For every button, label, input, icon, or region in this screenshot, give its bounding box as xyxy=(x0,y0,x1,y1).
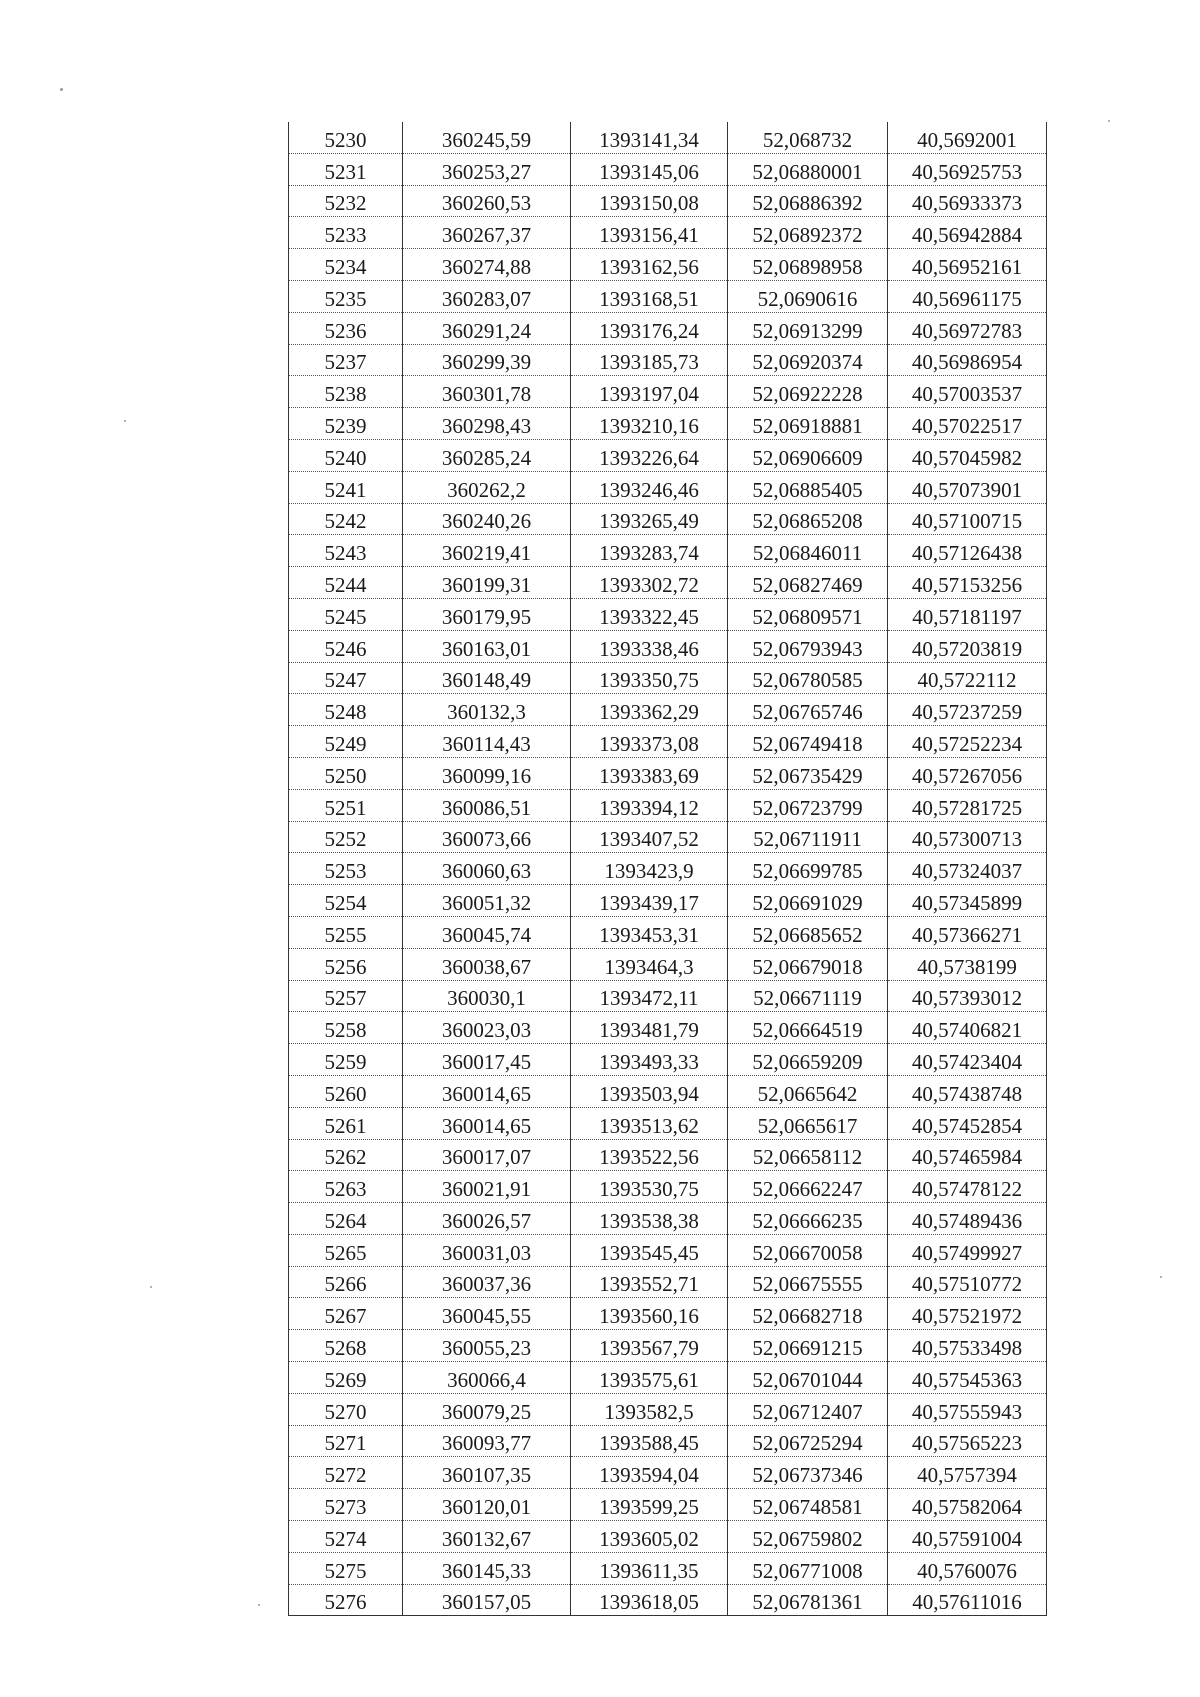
scan-speck xyxy=(124,420,126,422)
longitude-cell: 40,57545363 xyxy=(888,1362,1047,1394)
y-coordinate-cell: 1393605,02 xyxy=(571,1521,728,1553)
x-coordinate-cell: 360017,07 xyxy=(403,1139,571,1171)
y-coordinate-cell: 1393283,74 xyxy=(571,535,728,567)
longitude-cell: 40,5738199 xyxy=(888,948,1047,980)
point-number-cell: 5231 xyxy=(289,153,403,185)
longitude-cell: 40,57591004 xyxy=(888,1521,1047,1553)
longitude-cell: 40,57203819 xyxy=(888,630,1047,662)
longitude-cell: 40,57281725 xyxy=(888,789,1047,821)
latitude-cell: 52,06691029 xyxy=(728,885,888,917)
longitude-cell: 40,57582064 xyxy=(888,1489,1047,1521)
table-row xyxy=(289,853,1047,885)
x-coordinate-cell: 360114,43 xyxy=(403,726,571,758)
latitude-cell: 52,06898958 xyxy=(728,249,888,281)
y-coordinate-cell: 1393552,71 xyxy=(571,1266,728,1298)
table-row xyxy=(289,694,1047,726)
point-number-cell: 5261 xyxy=(289,1107,403,1139)
scan-speck xyxy=(1160,1276,1162,1278)
y-coordinate-cell: 1393383,69 xyxy=(571,757,728,789)
table-row xyxy=(289,980,1047,1012)
latitude-cell: 52,06685652 xyxy=(728,916,888,948)
x-coordinate-cell: 360086,51 xyxy=(403,789,571,821)
latitude-cell: 52,06675555 xyxy=(728,1266,888,1298)
longitude-cell: 40,57100715 xyxy=(888,503,1047,535)
longitude-cell: 40,57237259 xyxy=(888,694,1047,726)
table-row xyxy=(289,217,1047,249)
x-coordinate-cell: 360037,36 xyxy=(403,1266,571,1298)
latitude-cell: 52,06711911 xyxy=(728,821,888,853)
point-number-cell: 5247 xyxy=(289,662,403,694)
longitude-cell: 40,57465984 xyxy=(888,1139,1047,1171)
table-row xyxy=(289,312,1047,344)
x-coordinate-cell: 360260,53 xyxy=(403,185,571,217)
table-row xyxy=(289,1393,1047,1425)
table-row xyxy=(289,630,1047,662)
point-number-cell: 5266 xyxy=(289,1266,403,1298)
scan-speck xyxy=(60,88,63,91)
latitude-cell: 52,06723799 xyxy=(728,789,888,821)
latitude-cell: 52,0665617 xyxy=(728,1107,888,1139)
latitude-cell: 52,06659209 xyxy=(728,1044,888,1076)
longitude-cell: 40,57252234 xyxy=(888,726,1047,758)
table-row xyxy=(289,598,1047,630)
x-coordinate-cell: 360073,66 xyxy=(403,821,571,853)
y-coordinate-cell: 1393594,04 xyxy=(571,1457,728,1489)
y-coordinate-cell: 1393503,94 xyxy=(571,1075,728,1107)
longitude-cell: 40,57126438 xyxy=(888,535,1047,567)
latitude-cell: 52,06780585 xyxy=(728,662,888,694)
y-coordinate-cell: 1393560,16 xyxy=(571,1298,728,1330)
latitude-cell: 52,06759802 xyxy=(728,1521,888,1553)
x-coordinate-cell: 360014,65 xyxy=(403,1107,571,1139)
longitude-cell: 40,57406821 xyxy=(888,1012,1047,1044)
x-coordinate-cell: 360283,07 xyxy=(403,280,571,312)
x-coordinate-cell: 360017,45 xyxy=(403,1044,571,1076)
y-coordinate-cell: 1393246,46 xyxy=(571,471,728,503)
x-coordinate-cell: 360023,03 xyxy=(403,1012,571,1044)
latitude-cell: 52,06749418 xyxy=(728,726,888,758)
table-row xyxy=(289,376,1047,408)
longitude-cell: 40,57022517 xyxy=(888,408,1047,440)
y-coordinate-cell: 1393168,51 xyxy=(571,280,728,312)
longitude-cell: 40,57533498 xyxy=(888,1330,1047,1362)
latitude-cell: 52,06664519 xyxy=(728,1012,888,1044)
longitude-cell: 40,57438748 xyxy=(888,1075,1047,1107)
y-coordinate-cell: 1393302,72 xyxy=(571,567,728,599)
x-coordinate-cell: 360093,77 xyxy=(403,1425,571,1457)
latitude-cell: 52,06670058 xyxy=(728,1234,888,1266)
x-coordinate-cell: 360045,74 xyxy=(403,916,571,948)
table-row xyxy=(289,122,1047,153)
point-number-cell: 5233 xyxy=(289,217,403,249)
table-row xyxy=(289,249,1047,281)
table-row xyxy=(289,1234,1047,1266)
y-coordinate-cell: 1393373,08 xyxy=(571,726,728,758)
latitude-cell: 52,06886392 xyxy=(728,185,888,217)
point-number-cell: 5238 xyxy=(289,376,403,408)
point-number-cell: 5272 xyxy=(289,1457,403,1489)
y-coordinate-cell: 1393567,79 xyxy=(571,1330,728,1362)
y-coordinate-cell: 1393407,52 xyxy=(571,821,728,853)
longitude-cell: 40,57510772 xyxy=(888,1266,1047,1298)
table-row xyxy=(289,726,1047,758)
y-coordinate-cell: 1393522,56 xyxy=(571,1139,728,1171)
longitude-cell: 40,57267056 xyxy=(888,757,1047,789)
point-number-cell: 5273 xyxy=(289,1489,403,1521)
x-coordinate-cell: 360274,88 xyxy=(403,249,571,281)
table-row xyxy=(289,1552,1047,1584)
x-coordinate-cell: 360157,05 xyxy=(403,1584,571,1616)
latitude-cell: 52,06865208 xyxy=(728,503,888,535)
point-number-cell: 5237 xyxy=(289,344,403,376)
point-number-cell: 5236 xyxy=(289,312,403,344)
longitude-cell: 40,57521972 xyxy=(888,1298,1047,1330)
y-coordinate-cell: 1393162,56 xyxy=(571,249,728,281)
y-coordinate-cell: 1393582,5 xyxy=(571,1393,728,1425)
x-coordinate-cell: 360253,27 xyxy=(403,153,571,185)
y-coordinate-cell: 1393611,35 xyxy=(571,1552,728,1584)
longitude-cell: 40,57565223 xyxy=(888,1425,1047,1457)
point-number-cell: 5248 xyxy=(289,694,403,726)
longitude-cell: 40,57073901 xyxy=(888,471,1047,503)
latitude-cell: 52,06885405 xyxy=(728,471,888,503)
y-coordinate-cell: 1393176,24 xyxy=(571,312,728,344)
y-coordinate-cell: 1393618,05 xyxy=(571,1584,728,1616)
latitude-cell: 52,06691215 xyxy=(728,1330,888,1362)
scan-speck xyxy=(1108,120,1110,122)
latitude-cell: 52,06666235 xyxy=(728,1203,888,1235)
longitude-cell: 40,5760076 xyxy=(888,1552,1047,1584)
table-row xyxy=(289,1330,1047,1362)
x-coordinate-cell: 360120,01 xyxy=(403,1489,571,1521)
latitude-cell: 52,06712407 xyxy=(728,1393,888,1425)
y-coordinate-cell: 1393481,79 xyxy=(571,1012,728,1044)
point-number-cell: 5244 xyxy=(289,567,403,599)
x-coordinate-cell: 360021,91 xyxy=(403,1171,571,1203)
coordinates-table-body xyxy=(289,122,1047,1616)
table-row xyxy=(289,567,1047,599)
table-row xyxy=(289,280,1047,312)
latitude-cell: 52,06737346 xyxy=(728,1457,888,1489)
x-coordinate-cell: 360030,1 xyxy=(403,980,571,1012)
latitude-cell: 52,06671119 xyxy=(728,980,888,1012)
y-coordinate-cell: 1393185,73 xyxy=(571,344,728,376)
y-coordinate-cell: 1393150,08 xyxy=(571,185,728,217)
y-coordinate-cell: 1393423,9 xyxy=(571,853,728,885)
x-coordinate-cell: 360267,37 xyxy=(403,217,571,249)
table-row xyxy=(289,885,1047,917)
y-coordinate-cell: 1393350,75 xyxy=(571,662,728,694)
y-coordinate-cell: 1393588,45 xyxy=(571,1425,728,1457)
point-number-cell: 5260 xyxy=(289,1075,403,1107)
x-coordinate-cell: 360298,43 xyxy=(403,408,571,440)
table-row xyxy=(289,408,1047,440)
latitude-cell: 52,06892372 xyxy=(728,217,888,249)
point-number-cell: 5267 xyxy=(289,1298,403,1330)
longitude-cell: 40,5757394 xyxy=(888,1457,1047,1489)
point-number-cell: 5270 xyxy=(289,1393,403,1425)
longitude-cell: 40,57423404 xyxy=(888,1044,1047,1076)
latitude-cell: 52,06918881 xyxy=(728,408,888,440)
latitude-cell: 52,06906609 xyxy=(728,439,888,471)
table-row xyxy=(289,821,1047,853)
y-coordinate-cell: 1393493,33 xyxy=(571,1044,728,1076)
point-number-cell: 5251 xyxy=(289,789,403,821)
x-coordinate-cell: 360038,67 xyxy=(403,948,571,980)
latitude-cell: 52,06920374 xyxy=(728,344,888,376)
latitude-cell: 52,06846011 xyxy=(728,535,888,567)
x-coordinate-cell: 360199,31 xyxy=(403,567,571,599)
y-coordinate-cell: 1393338,46 xyxy=(571,630,728,662)
table-row xyxy=(289,1012,1047,1044)
table-row xyxy=(289,1425,1047,1457)
x-coordinate-cell: 360299,39 xyxy=(403,344,571,376)
table-row xyxy=(289,757,1047,789)
longitude-cell: 40,56942884 xyxy=(888,217,1047,249)
longitude-cell: 40,57555943 xyxy=(888,1393,1047,1425)
latitude-cell: 52,06880001 xyxy=(728,153,888,185)
table-row xyxy=(289,1584,1047,1616)
y-coordinate-cell: 1393538,38 xyxy=(571,1203,728,1235)
latitude-cell: 52,06679018 xyxy=(728,948,888,980)
longitude-cell: 40,57366271 xyxy=(888,916,1047,948)
y-coordinate-cell: 1393226,64 xyxy=(571,439,728,471)
point-number-cell: 5265 xyxy=(289,1234,403,1266)
table-row xyxy=(289,1139,1047,1171)
point-number-cell: 5241 xyxy=(289,471,403,503)
point-number-cell: 5256 xyxy=(289,948,403,980)
point-number-cell: 5245 xyxy=(289,598,403,630)
y-coordinate-cell: 1393394,12 xyxy=(571,789,728,821)
point-number-cell: 5239 xyxy=(289,408,403,440)
x-coordinate-cell: 360051,32 xyxy=(403,885,571,917)
scan-speck xyxy=(258,1604,260,1606)
y-coordinate-cell: 1393599,25 xyxy=(571,1489,728,1521)
latitude-cell: 52,068732 xyxy=(728,122,888,153)
y-coordinate-cell: 1393197,04 xyxy=(571,376,728,408)
longitude-cell: 40,56986954 xyxy=(888,344,1047,376)
x-coordinate-cell: 360132,67 xyxy=(403,1521,571,1553)
x-coordinate-cell: 360285,24 xyxy=(403,439,571,471)
longitude-cell: 40,57611016 xyxy=(888,1584,1047,1616)
point-number-cell: 5258 xyxy=(289,1012,403,1044)
point-number-cell: 5246 xyxy=(289,630,403,662)
table-row xyxy=(289,1362,1047,1394)
latitude-cell: 52,06701044 xyxy=(728,1362,888,1394)
x-coordinate-cell: 360219,41 xyxy=(403,535,571,567)
y-coordinate-cell: 1393156,41 xyxy=(571,217,728,249)
longitude-cell: 40,57499927 xyxy=(888,1234,1047,1266)
y-coordinate-cell: 1393513,62 xyxy=(571,1107,728,1139)
latitude-cell: 52,06658112 xyxy=(728,1139,888,1171)
table-row xyxy=(289,1171,1047,1203)
longitude-cell: 40,56933373 xyxy=(888,185,1047,217)
table-row xyxy=(289,1489,1047,1521)
table-row xyxy=(289,789,1047,821)
table-row xyxy=(289,1044,1047,1076)
point-number-cell: 5254 xyxy=(289,885,403,917)
x-coordinate-cell: 360099,16 xyxy=(403,757,571,789)
x-coordinate-cell: 360026,57 xyxy=(403,1203,571,1235)
longitude-cell: 40,57181197 xyxy=(888,598,1047,630)
table-row xyxy=(289,153,1047,185)
point-number-cell: 5274 xyxy=(289,1521,403,1553)
y-coordinate-cell: 1393472,11 xyxy=(571,980,728,1012)
latitude-cell: 52,06809571 xyxy=(728,598,888,630)
y-coordinate-cell: 1393575,61 xyxy=(571,1362,728,1394)
table-row xyxy=(289,503,1047,535)
table-row xyxy=(289,1075,1047,1107)
y-coordinate-cell: 1393545,45 xyxy=(571,1234,728,1266)
point-number-cell: 5243 xyxy=(289,535,403,567)
point-number-cell: 5234 xyxy=(289,249,403,281)
scan-speck xyxy=(150,1286,152,1288)
x-coordinate-cell: 360291,24 xyxy=(403,312,571,344)
longitude-cell: 40,57345899 xyxy=(888,885,1047,917)
table-row xyxy=(289,948,1047,980)
table-row xyxy=(289,471,1047,503)
x-coordinate-cell: 360262,2 xyxy=(403,471,571,503)
point-number-cell: 5268 xyxy=(289,1330,403,1362)
longitude-cell: 40,57478122 xyxy=(888,1171,1047,1203)
point-number-cell: 5264 xyxy=(289,1203,403,1235)
latitude-cell: 52,06781361 xyxy=(728,1584,888,1616)
y-coordinate-cell: 1393210,16 xyxy=(571,408,728,440)
table-row xyxy=(289,185,1047,217)
point-number-cell: 5235 xyxy=(289,280,403,312)
latitude-cell: 52,06682718 xyxy=(728,1298,888,1330)
point-number-cell: 5255 xyxy=(289,916,403,948)
y-coordinate-cell: 1393453,31 xyxy=(571,916,728,948)
latitude-cell: 52,06771008 xyxy=(728,1552,888,1584)
point-number-cell: 5275 xyxy=(289,1552,403,1584)
table-row xyxy=(289,439,1047,471)
latitude-cell: 52,06765746 xyxy=(728,694,888,726)
latitude-cell: 52,06922228 xyxy=(728,376,888,408)
point-number-cell: 5269 xyxy=(289,1362,403,1394)
latitude-cell: 52,06793943 xyxy=(728,630,888,662)
x-coordinate-cell: 360060,63 xyxy=(403,853,571,885)
point-number-cell: 5250 xyxy=(289,757,403,789)
x-coordinate-cell: 360145,33 xyxy=(403,1552,571,1584)
point-number-cell: 5276 xyxy=(289,1584,403,1616)
latitude-cell: 52,06748581 xyxy=(728,1489,888,1521)
point-number-cell: 5257 xyxy=(289,980,403,1012)
y-coordinate-cell: 1393265,49 xyxy=(571,503,728,535)
latitude-cell: 52,06699785 xyxy=(728,853,888,885)
y-coordinate-cell: 1393322,45 xyxy=(571,598,728,630)
point-number-cell: 5242 xyxy=(289,503,403,535)
longitude-cell: 40,5692001 xyxy=(888,122,1047,153)
latitude-cell: 52,06662247 xyxy=(728,1171,888,1203)
y-coordinate-cell: 1393439,17 xyxy=(571,885,728,917)
x-coordinate-cell: 360301,78 xyxy=(403,376,571,408)
x-coordinate-cell: 360240,26 xyxy=(403,503,571,535)
table-row xyxy=(289,916,1047,948)
longitude-cell: 40,57452854 xyxy=(888,1107,1047,1139)
x-coordinate-cell: 360031,03 xyxy=(403,1234,571,1266)
x-coordinate-cell: 360148,49 xyxy=(403,662,571,694)
longitude-cell: 40,56961175 xyxy=(888,280,1047,312)
x-coordinate-cell: 360014,65 xyxy=(403,1075,571,1107)
longitude-cell: 40,56952161 xyxy=(888,249,1047,281)
y-coordinate-cell: 1393141,34 xyxy=(571,122,728,153)
y-coordinate-cell: 1393362,29 xyxy=(571,694,728,726)
x-coordinate-cell: 360066,4 xyxy=(403,1362,571,1394)
x-coordinate-cell: 360079,25 xyxy=(403,1393,571,1425)
longitude-cell: 40,57393012 xyxy=(888,980,1047,1012)
x-coordinate-cell: 360107,35 xyxy=(403,1457,571,1489)
point-number-cell: 5232 xyxy=(289,185,403,217)
coordinates-table xyxy=(288,122,1047,1616)
longitude-cell: 40,57153256 xyxy=(888,567,1047,599)
y-coordinate-cell: 1393464,3 xyxy=(571,948,728,980)
latitude-cell: 52,06725294 xyxy=(728,1425,888,1457)
table-row xyxy=(289,1203,1047,1235)
x-coordinate-cell: 360179,95 xyxy=(403,598,571,630)
point-number-cell: 5262 xyxy=(289,1139,403,1171)
latitude-cell: 52,06735429 xyxy=(728,757,888,789)
table-row xyxy=(289,535,1047,567)
longitude-cell: 40,57045982 xyxy=(888,439,1047,471)
point-number-cell: 5249 xyxy=(289,726,403,758)
latitude-cell: 52,06827469 xyxy=(728,567,888,599)
point-number-cell: 5259 xyxy=(289,1044,403,1076)
table-row xyxy=(289,1521,1047,1553)
y-coordinate-cell: 1393145,06 xyxy=(571,153,728,185)
longitude-cell: 40,5722112 xyxy=(888,662,1047,694)
point-number-cell: 5263 xyxy=(289,1171,403,1203)
point-number-cell: 5271 xyxy=(289,1425,403,1457)
x-coordinate-cell: 360055,23 xyxy=(403,1330,571,1362)
longitude-cell: 40,57003537 xyxy=(888,376,1047,408)
table-row xyxy=(289,344,1047,376)
latitude-cell: 52,0665642 xyxy=(728,1075,888,1107)
longitude-cell: 40,56925753 xyxy=(888,153,1047,185)
y-coordinate-cell: 1393530,75 xyxy=(571,1171,728,1203)
x-coordinate-cell: 360132,3 xyxy=(403,694,571,726)
point-number-cell: 5240 xyxy=(289,439,403,471)
point-number-cell: 5252 xyxy=(289,821,403,853)
x-coordinate-cell: 360045,55 xyxy=(403,1298,571,1330)
x-coordinate-cell: 360163,01 xyxy=(403,630,571,662)
x-coordinate-cell: 360245,59 xyxy=(403,122,571,153)
point-number-cell: 5253 xyxy=(289,853,403,885)
table-row xyxy=(289,1298,1047,1330)
latitude-cell: 52,06913299 xyxy=(728,312,888,344)
longitude-cell: 40,57489436 xyxy=(888,1203,1047,1235)
point-number-cell: 5230 xyxy=(289,122,403,153)
table-row xyxy=(289,1457,1047,1489)
latitude-cell: 52,0690616 xyxy=(728,280,888,312)
longitude-cell: 40,56972783 xyxy=(888,312,1047,344)
longitude-cell: 40,57300713 xyxy=(888,821,1047,853)
longitude-cell: 40,57324037 xyxy=(888,853,1047,885)
table-row xyxy=(289,662,1047,694)
table-row xyxy=(289,1266,1047,1298)
table-row xyxy=(289,1107,1047,1139)
